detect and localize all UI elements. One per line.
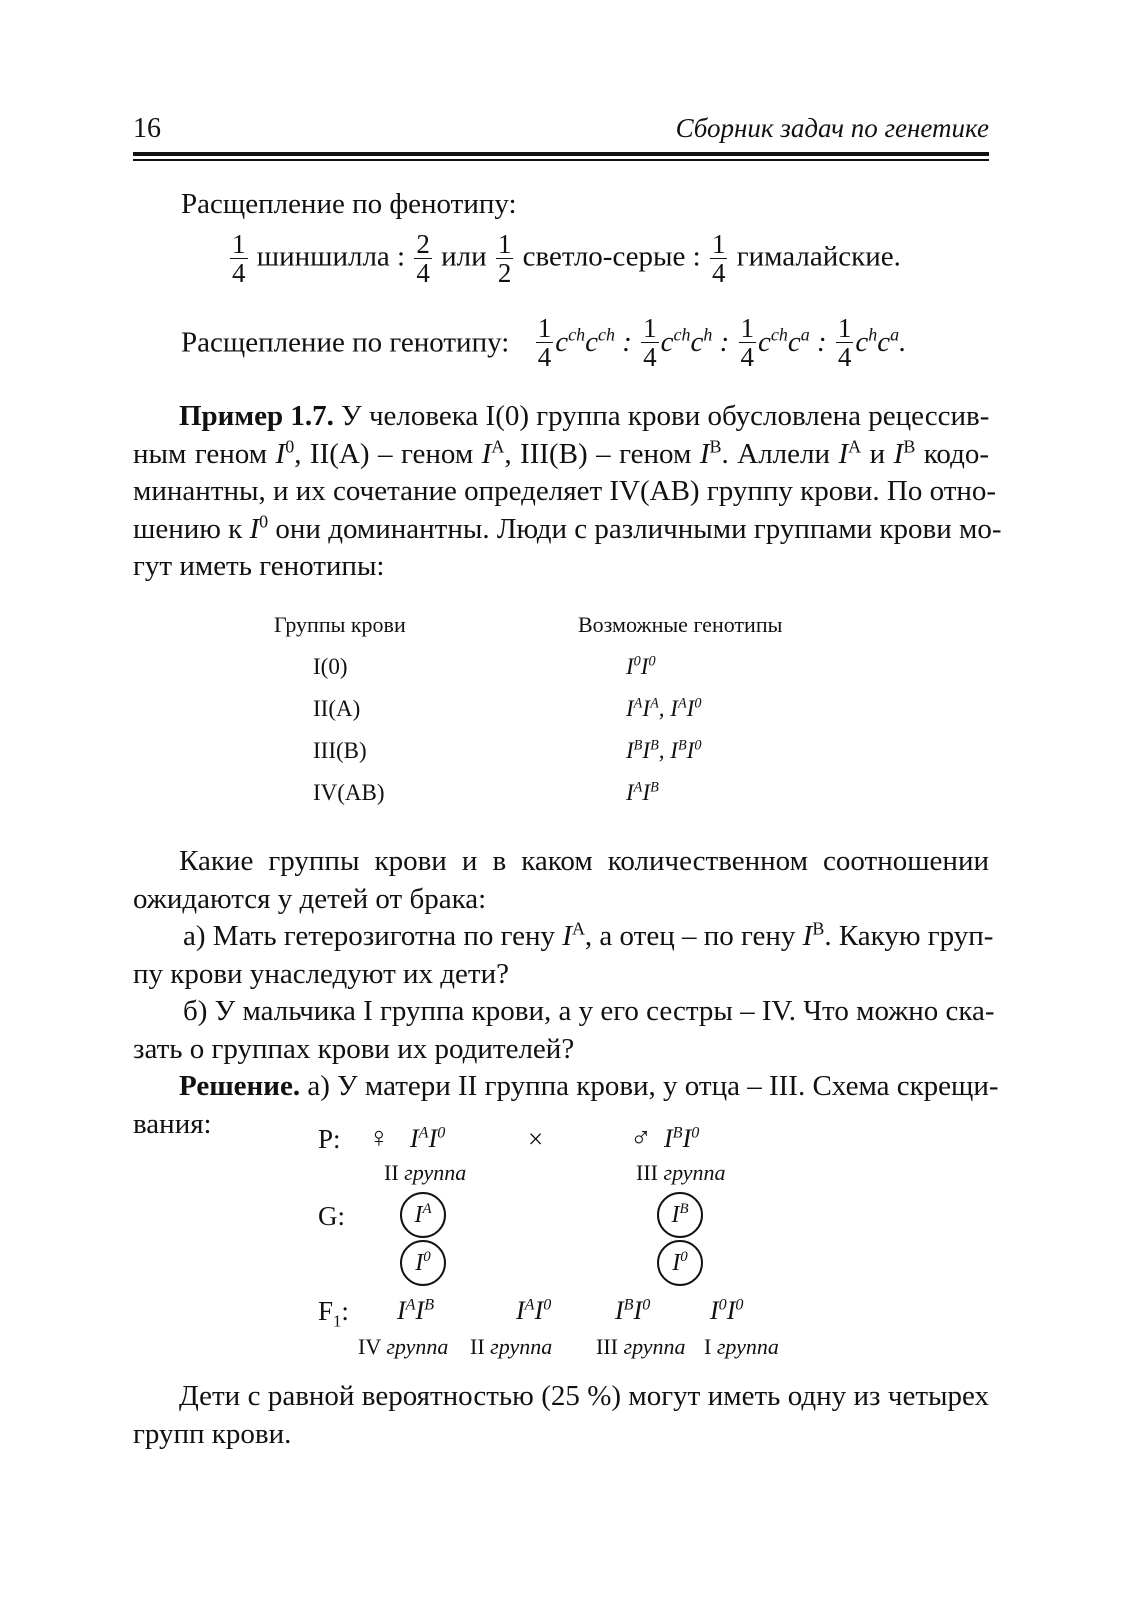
table-cell-group: IV(AB) (313, 780, 385, 805)
table-cell-group: III(B) (313, 738, 367, 763)
p-label: P: (318, 1124, 341, 1154)
genotype-term: $c^hc^a$. (855, 324, 907, 359)
fraction: $\frac{1}{4}$ (740, 313, 755, 373)
cross-symbol: × (528, 1124, 544, 1154)
offspring-group: II группа (470, 1334, 553, 1359)
phenotype-term: гималайские. (736, 240, 901, 273)
header-rule-thick (133, 152, 989, 156)
question-paragraph: Какие группы крови и в каком количественном соотношении ожидаются у детей от брака: а) Мать гетерозиготна по гену $I^A$, а отец – по гену $I^B$. Какую груп- пу крови унаследуют их дети? б) У мальчика I группа крови, а у его сестры – IV. Что можно ска- зать о группах крови их родителей? Решение. а) У матери II группа крови, у отца – III. Схема скрещи- вания: (133, 845, 999, 1140)
table-cell-genotype: $I^AI^B$ (626, 779, 659, 805)
phenotype-formula (228, 230, 901, 296)
genotype-term: $c^{ch}c^a$ : (758, 324, 827, 359)
table-cell-genotype: $I^BI^B$, $I^BI^0$ (626, 737, 702, 763)
female-group: II группа (384, 1160, 467, 1185)
fraction: $\frac{1}{4}$ (232, 229, 246, 289)
table-header-genotypes: Возможные генотипы (578, 612, 783, 637)
male-symbol: ♂ (630, 1122, 652, 1154)
offspring-genotype: $I^0I^0$ (710, 1296, 744, 1325)
example-paragraph: Пример 1.7. У человека I(0) группа крови обусловлена рецессив- ным геном $I^0$, II(A) – геном $I^A$, III(B) – геном $I^B$. Аллели $I^A$ и $I^B$ кодо- минантны, и их сочетание определяет IV(AB) группу крови. По отно- шению к $I^0$ они доминантны. Люди с различными группами крови мо- гут иметь генотипы: (133, 400, 1002, 582)
genotype-formula (181, 314, 906, 380)
fraction: $\frac{2}{4}$ (416, 229, 430, 289)
genotype-term: $c^{ch}c^{ch}$ : (555, 324, 632, 359)
female-symbol: ♀ (368, 1122, 390, 1154)
table-cell-group: I(0) (313, 654, 348, 679)
header-rule-thin (133, 159, 989, 161)
gamete-male-0: $I^0$ (657, 1240, 703, 1286)
table-cell-genotype: $I^AI^A$, $I^AI^0$ (626, 695, 702, 721)
fraction: $\frac{1}{4}$ (837, 313, 852, 373)
fraction: $\frac{1}{2}$ (497, 229, 512, 289)
fraction: $\frac{1}{4}$ (537, 313, 552, 373)
phenotype-label: Расщепление по фенотипу: (181, 188, 517, 220)
gamete-female-a: $I^A$ (400, 1192, 446, 1238)
genotype-label: Расщепление по генотипу: (181, 326, 510, 359)
female-genotype: $I^AI^0$ (410, 1124, 446, 1153)
gamete-male-b: $I^B$ (657, 1192, 703, 1238)
offspring-group: I группа (704, 1334, 779, 1359)
phenotype-term: светло-серые : (522, 240, 701, 273)
phenotype-term: или (441, 240, 487, 273)
gamete-female-0: $I^0$ (400, 1240, 446, 1286)
male-group: III группа (636, 1160, 726, 1185)
genotype-term: $c^{ch}c^h$ : (660, 324, 730, 359)
offspring-group: III группа (596, 1334, 686, 1359)
offspring-group: IV группа (358, 1334, 449, 1359)
fraction: $\frac{1}{4}$ (643, 313, 657, 373)
offspring-genotype: $I^AI^0$ (516, 1296, 552, 1325)
table-cell-genotype: $I^0I^0$ (626, 653, 656, 679)
running-title: Сборник задач по генетике (675, 113, 989, 143)
table-cell-group: II(A) (313, 696, 361, 721)
f1-label: $F_1$: (318, 1296, 349, 1331)
offspring-genotype: $I^AI^B$ (397, 1296, 435, 1325)
conclusion-paragraph: Дети с равной вероятностью (25 %) могут иметь одну из четырех групп крови. (133, 1380, 989, 1450)
g-label: G: (318, 1201, 345, 1231)
offspring-genotype: $I^BI^0$ (615, 1296, 651, 1325)
table-header-groups: Группы крови (274, 612, 406, 637)
phenotype-term: шиншилла : (256, 240, 406, 273)
fraction: $\frac{1}{4}$ (711, 229, 726, 289)
page-number: 16 (133, 113, 161, 144)
male-genotype: $I^BI^0$ (664, 1124, 700, 1153)
